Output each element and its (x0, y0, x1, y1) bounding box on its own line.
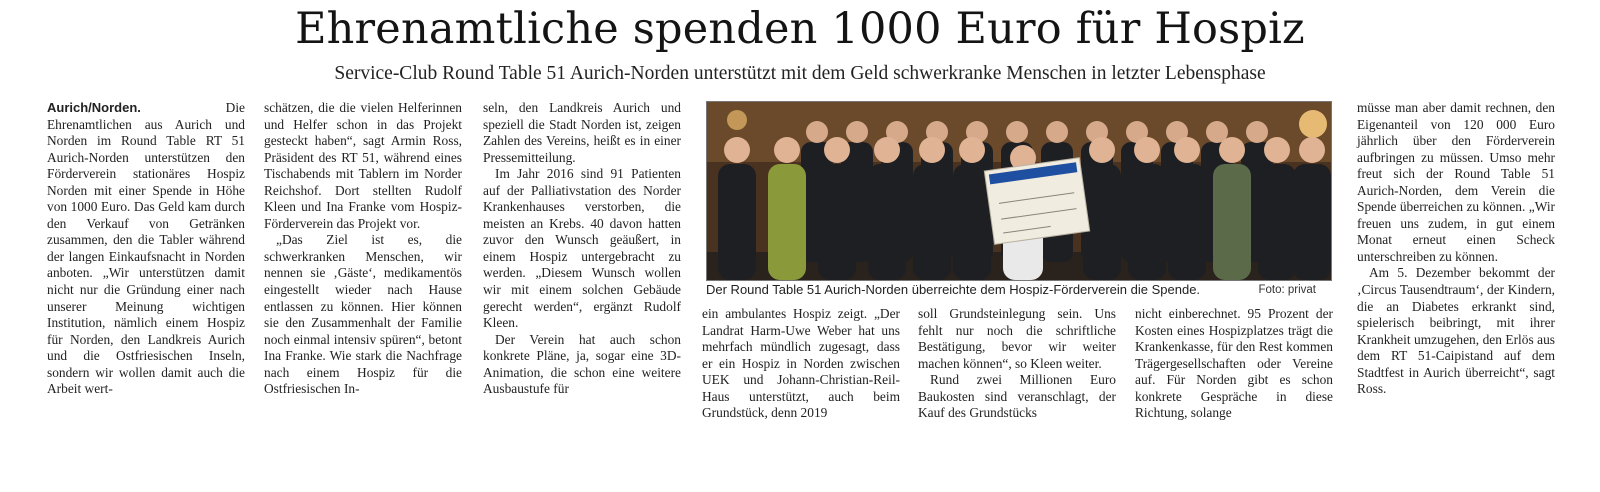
person-head (1134, 137, 1160, 163)
person (1168, 164, 1206, 280)
photo-credit: Foto: privat (1258, 284, 1316, 296)
group-photo (706, 101, 1332, 281)
person-head (919, 137, 945, 163)
person-head (959, 137, 985, 163)
person-head (1219, 137, 1245, 163)
person-head (774, 137, 800, 163)
column-2 (264, 100, 462, 398)
person-head (1299, 137, 1325, 163)
paragraph: seln, den Landkreis Aurich und speziell die Stadt Norden ist, zeigen Zahlen des Vereins, heißt es in einer Pressemitteilung. (483, 100, 681, 165)
person (913, 164, 951, 280)
paragraph (47, 100, 245, 398)
person-head (846, 121, 868, 143)
dateline: Aurich/Norden. (47, 100, 141, 115)
column-7 (1357, 100, 1555, 398)
column-1 (47, 100, 245, 398)
person-head (1046, 121, 1068, 143)
paragraph: soll Grundsteinlegung sein. Uns fehlt nur noch die schriftliche Bestätigung, bevor wir weiter machen können“, so Kleen weiter. (918, 306, 1116, 371)
column-6 (1135, 306, 1333, 422)
person-head (1264, 137, 1290, 163)
paragraph: nicht einberechnet. 95 Prozent der Kosten eines Hospizplatzes trägt die Krankenkasse, für den Rest kommen Trägergesellschaften oder Vereine auf. Für Norden gibt es schon konkrete Gespräche in diese Richtung, solange (1135, 306, 1333, 421)
person (718, 164, 756, 280)
paragraph: Am 5. Dezember bekommt der ‚Circus Tausendtraum‘, der Kindern, die an Diabetes erkrankt sind, spielerisch beibringt, mit ihrer Krankheit umzugehen, den Erlös aus dem RT 51-Caipistand auf dem Stadtfest in Aurich überreicht“, sagt Ross. (1357, 265, 1555, 397)
lamp-icon (1299, 110, 1327, 138)
person-head (1089, 137, 1115, 163)
person (768, 164, 806, 280)
headline: Ehrenamtliche spenden 1000 Euro für Hospiz (295, 4, 1305, 54)
person-head (806, 121, 828, 143)
person (1213, 164, 1251, 280)
photo-illustration (707, 102, 1331, 280)
column-4 (702, 306, 900, 422)
paragraph: Rund zwei Millionen Euro Baukosten sind veranschlagt, der Kauf des Grundstücks (918, 372, 1116, 421)
paragraph-text: Die Ehrenamtlichen aus Aurich und Norden im Round Table RT 51 Aurich-Norden unterstützen den Förderverein stationäres Hospiz Norden mit einer Spende in Höhe von 1000 Euro. Das Geld kam durch den Verkauf von Getränken zusammen, den die Tabler während der langen Einkaufsnacht in Norden anboten. „Wir unterstützen damit nicht nur die Gründung einer nach unserer Meinung wichtigen Institution, nämlich einem Hospiz für Norden, den Landkreis Aurich und die Ostfriesischen Inseln, sondern wir wollen damit auch die Arbeit wert- (47, 100, 245, 397)
paragraph: ein ambulantes Hospiz zeigt. „Der Landrat Harm-Uwe Weber hat uns mehrfach mündlich zugesagt, dass er ein Hospiz in Norden zwischen UEK und Johann-Christian-Reil-Haus unterstützt, auch beim Grundstück, denn 2019 (702, 306, 900, 421)
paragraph: Im Jahr 2016 sind 91 Patienten auf der Palliativstation des Norder Krankenhauses verstorben, die meisten an Krebs. 40 davon hatten zuvor den Wunsch geäußert, in einem Hospiz untergebracht zu werden. „Diesem Wunsch wollen wir mit einem solchen Gebäude gerecht werden“, ergänzt Rudolf Kleen. (483, 166, 681, 331)
paragraph: Der Verein hat auch schon konkrete Pläne, ja, sogar eine 3D-Animation, die schon eine weitere Ausbaustufe für (483, 331, 681, 397)
person (1258, 164, 1296, 280)
person (1128, 164, 1166, 280)
person-head (1174, 137, 1200, 163)
photo-caption: Der Round Table 51 Aurich-Norden überreichte dem Hospiz-Förderverein die Spende. (706, 282, 1201, 297)
person-head (724, 137, 750, 163)
paragraph: schätzen, die die vielen Helferinnen und Helfer schon in das Projekt gesteckt haben“, sagt Armin Ross, Präsident des RT 51, während eines Tischabends mit Tablern im Norder Reichshof. Dort stellten Rudolf Kleen und Ina Franke vom Hospiz-Förderverein das Projekt vor. (264, 100, 462, 231)
paragraph: „Das Ziel ist es, die schwerkranken Menschen, wir nennen sie ‚Gäste‘, medikamentös eingestellt wieder nach Hause entlassen zu können. Hier können sie den Zusammenhalt der Familie noch einmal intensiv spüren“, betont Ina Franke. Wie stark die Nachfrage nach einem Hospiz für die Ostfriesischen In- (264, 232, 462, 397)
person-head (874, 137, 900, 163)
person (868, 164, 906, 280)
person-head (824, 137, 850, 163)
column-5 (918, 306, 1116, 422)
person-head (1246, 121, 1268, 143)
person (1293, 164, 1331, 280)
subheadline: Service-Club Round Table 51 Aurich-Norden unterstützt mit dem Geld schwerkranke Menschen in letzter Lebensphase (334, 63, 1266, 84)
photo-caption-row (706, 281, 1330, 299)
person-head (1006, 121, 1028, 143)
person (818, 164, 856, 280)
paragraph: müsse man aber damit rechnen, den Eigenanteil von 120 000 Euro jährlich über den Förderverein aufbringen zu müssen. Umso mehr freut sich der Round Table 51 Aurich-Norden, dem Verein die Spende überreichen zu können. „Wir freuen uns zudem, in gut einem Monat erneut einen Scheck unterschreiben zu können. (1357, 100, 1555, 264)
column-3 (483, 100, 681, 398)
lamp-icon (727, 110, 747, 130)
